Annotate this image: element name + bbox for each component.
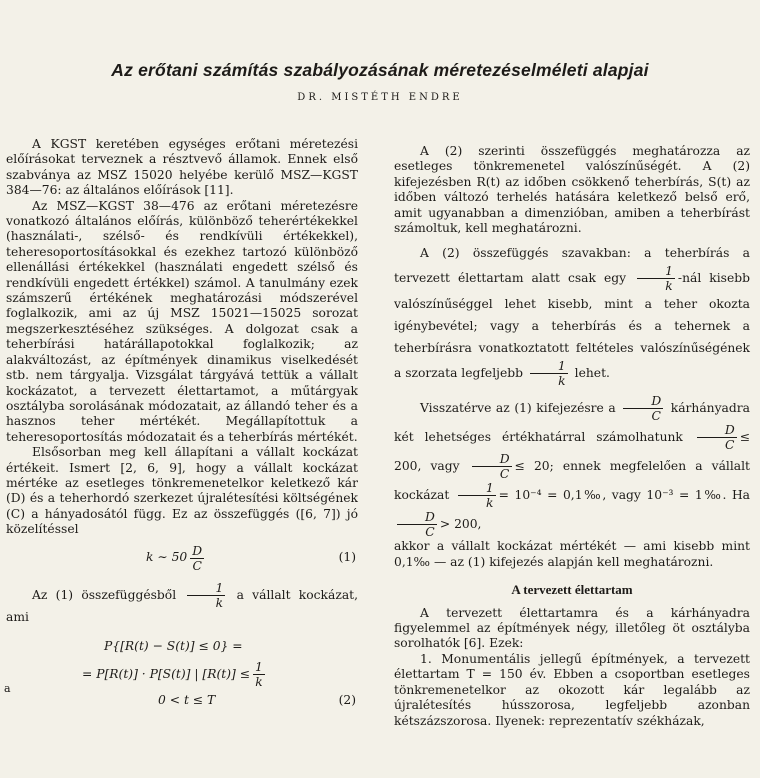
paragraph: A tervezett élettartamra és a kárhányadra figyelemmel az építmények négy, illetőleg öt osztályba sorolhatók [6]. Ezek: xyxy=(394,605,750,651)
text-run: Visszatérve az (1) kifejezésre a xyxy=(420,401,616,416)
fraction xyxy=(697,423,737,452)
fraction-numerator: 1 xyxy=(187,581,225,596)
fraction-denominator: C xyxy=(425,525,435,540)
paragraph: Az MSZ—KGST 38—476 az erőtani méretezésre vonatkozó általános előírás, különböző teherértékekkel (használati-, szélső- és rendkívüli értékekkel), teheresoportosításokkal és ezekhez tartozó különböző ellenállási értékekkel (használati engedett szélső és rendkívüli engedett értékkel) számol. A tanulmány ezek számszerű értékének meghatározási módszerével foglalkozik, ami az új MSZ 15021—15025 sorozat megszerkesztéséhez szükséges. A dolgozat csak a teherbírási határállapotokkal foglalkozik; az alakváltozást, az építmények dinamikus viselkedését stb. nem tárgyalja. Vizsgálat tárgyává tettük a vállalt kockázatot, a tervezett élettartamot, a műtárgyak osztályba sorolásának módozatait, az állandó teher és a hasznos teher mértékét. Megállapítottuk a teheresoportosítás módozatait és a teherbírás mértékét. xyxy=(6,198,358,444)
fraction-denominator: k xyxy=(558,374,566,389)
paragraph: A KGST keretében egységes erőtani méretezési előírásokat terveznek a résztvevő államok. Ennek első szabványa az MSZ 15020 helyébe kerülő MSZ—KGST 384—76: az általános előírások [11]. xyxy=(6,137,358,198)
fraction-denominator: C xyxy=(192,558,202,573)
text-run: ≤ 200, xyxy=(394,430,750,474)
fraction xyxy=(623,394,663,423)
equation-text: 0 < t ≤ T xyxy=(158,693,216,708)
stray-mark: a xyxy=(4,682,11,695)
fraction-numerator: D xyxy=(697,423,737,438)
fraction-denominator: k xyxy=(665,279,673,294)
text-run: > 200, xyxy=(439,517,482,532)
paragraph: A (2) szerinti összefüggés meghatározza az esetleges tönkremenetel valószínűségét. A (2) kifejezésben R(t) az időben csökkenő teherbírás, S(t) az időben változó terhelés hatására keletkező belső erő, amit ugyanabban a dimenzióban, amiben a teherbírást számoltuk, kell meghatározni. xyxy=(394,144,750,236)
equation-2-line-3 xyxy=(6,693,358,708)
paragraph: Elsősorban meg kell állapítani a vállalt kockázat értékeit. Ismert [2, 6, 9], hogy a vállalt kockázat mértéke az esetleges tönkremenetelkor keletkező kár (D) és a teherhordó szerkezet újralétesítési költségének (C) a hányadosától függ. Ez az összefüggés ([6, 7]) jó közelítéssel xyxy=(6,445,358,537)
text-run: A (2) összefüggés szavakban: a teherbírás a tervezett élettartam alatt csak egy xyxy=(394,246,750,286)
paragraph: 1. Monumentális jellegű építmények, a tervezett élettartam T = 150 év. Ebben a csoportban esetleges tönkremenetelkor az okozott kár legalább az újralétesítés hússzorosa, legfeljebb azonban kétszázszorosa. Ilyenek: reprezentatív székházak, xyxy=(394,651,750,728)
fraction xyxy=(637,264,675,293)
fraction-denominator: k xyxy=(215,595,224,610)
section-heading: A tervezett élettartam xyxy=(511,582,633,598)
text-run: ≤ 20; ennek megfelelően a vállalt kockázat xyxy=(394,459,750,503)
fraction xyxy=(472,452,512,481)
paragraph: akkor a vállalt kockázat mértékét — ami kisebb mint 0,1‰ — az (1) kifejezés alapján kell meghatározni. xyxy=(394,539,750,569)
fraction xyxy=(530,359,568,388)
text-run: a vállalt kockázat, ami xyxy=(6,587,358,624)
equation-1 xyxy=(6,544,358,573)
equation-lhs: k ∼ 50 xyxy=(146,550,188,565)
article-title: Az erőtani számítás szabályozásának méretezéselméleti alapjai xyxy=(111,60,649,80)
article-author: DR. MISTÉTH ENDRE xyxy=(297,92,463,103)
text-run: kárhányadra xyxy=(670,401,750,416)
equation-number: (1) xyxy=(338,550,356,565)
paragraph xyxy=(6,581,358,625)
fraction-numerator: 1 xyxy=(530,359,568,374)
fraction-denominator: C xyxy=(499,467,510,482)
text-run: lehet. xyxy=(574,366,610,381)
equation-2-line-1 xyxy=(6,639,358,654)
text-run: két lehetséges értékhatárral számolhatunk xyxy=(394,430,683,445)
text-run: Az (1) összefüggésből xyxy=(32,587,177,602)
fraction-numerator: 1 xyxy=(458,481,496,496)
fraction-denominator: k xyxy=(255,675,263,690)
fraction xyxy=(397,510,437,539)
fraction-denominator: C xyxy=(725,438,735,453)
left-column xyxy=(6,137,358,709)
fraction-numerator: D xyxy=(472,452,512,467)
fraction xyxy=(190,544,204,573)
text-run: vagy xyxy=(430,459,460,474)
fraction-numerator: 1 xyxy=(255,660,263,675)
text-run: -nál kisebb valószínűséggel lehet kisebb, mint a teher okozta igénybevétel; vagy a teherbírás és a tehernek a teherbírásra vonatkoztatott feltételes valószínűségének a szorzata legfeljebb xyxy=(394,271,750,381)
equation-number: (2) xyxy=(338,693,356,708)
equation-2-line-2 xyxy=(6,660,358,689)
fraction-numerator: D xyxy=(192,543,203,558)
fraction xyxy=(253,660,265,689)
fraction xyxy=(458,481,496,510)
fraction-numerator: D xyxy=(623,394,663,409)
text-run: = 10⁻⁴ = 0,1‰, vagy 10⁻³ = 1‰. Ha xyxy=(498,488,750,503)
fraction xyxy=(187,581,225,610)
equation-text: P{[R(t) − S(t)] ≤ 0} = xyxy=(104,638,243,653)
paragraph xyxy=(394,242,750,388)
fraction-denominator: k xyxy=(486,496,494,511)
fraction-numerator: 1 xyxy=(637,264,675,279)
fraction-denominator: C xyxy=(651,409,661,424)
fraction-numerator: D xyxy=(397,510,437,525)
equation-text: = P[R(t)] · P[S(t)] | [R(t)] ≤ xyxy=(82,667,250,682)
paragraph xyxy=(394,394,750,539)
right-column xyxy=(394,144,750,729)
